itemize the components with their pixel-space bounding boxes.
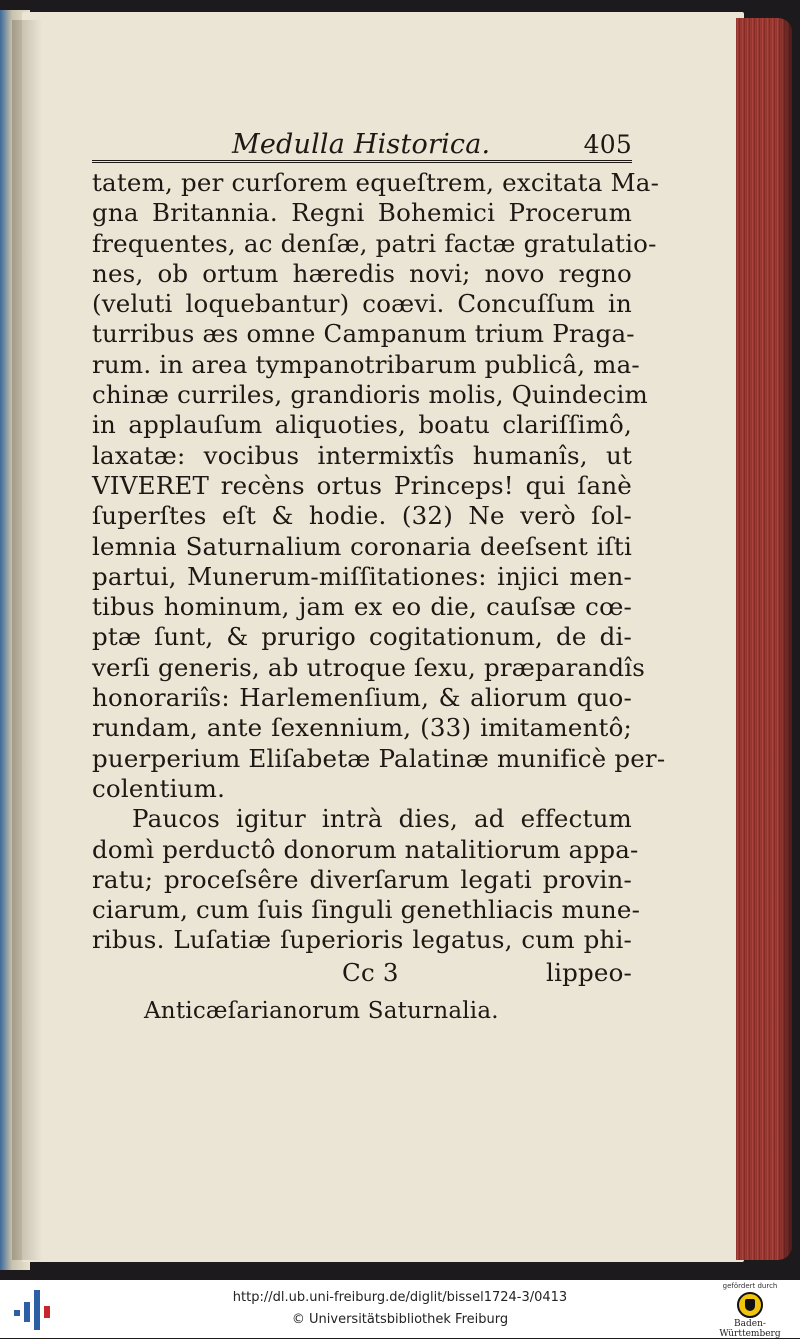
running-head: Medulla Historica.	[232, 129, 491, 160]
page-header	[92, 128, 632, 164]
catchword: lippeo-	[546, 957, 632, 987]
bottom-title: Anticæſarianorum Saturnalia.	[144, 997, 499, 1024]
page-number: 405	[583, 130, 632, 159]
text-line: ratu; proceſsêre diverſarum legati provin-	[92, 864, 632, 894]
text-line: gna Britannia. Regni Bohemici Procerum	[92, 198, 632, 228]
text-line: colentium.	[92, 773, 226, 803]
text-line: rundam, ante ſexennium, (33) imitamentô;	[92, 713, 632, 743]
text-line: partui, Munerum-miſſitationes: injici men-	[92, 561, 632, 591]
text-line: in applauſum aliquoties, boatu clariſſimô,	[92, 410, 632, 440]
text-line: verſi generis, ab utroque ſexu, præparandîs	[92, 652, 646, 682]
text-line: chinæ curriles, grandioris molis, Quindecim	[92, 380, 648, 410]
text-line: frequentes, ac denſæ, patri factæ gratulatio-	[92, 228, 657, 258]
spine-shadow	[12, 20, 42, 1260]
text-line: (veluti loquebantur) coævi. Concuſſum in	[92, 289, 632, 319]
permalink-url[interactable]: http://dl.ub.uni-freiburg.de/diglit/bissel1724-3/0413	[232, 1290, 568, 1305]
page-text	[92, 128, 666, 1026]
text-line: ribus. Luſatiæ ſuperioris legatus, cum phi-	[92, 925, 632, 955]
text-line: rum. in area tympanotribarum publicâ, ma-	[92, 349, 640, 379]
text-line: Paucos igitur intrà dies, ad effectum	[132, 804, 632, 834]
text-line: lemnia Saturnalium coronaria deeſsent iſti	[92, 531, 632, 561]
sponsor-name: Baden-Württemberg	[719, 1319, 781, 1339]
viewer-footer	[0, 1280, 800, 1338]
text-line: puerperium Eliſabetæ Palatinæ munificè per-	[92, 743, 666, 773]
header-rule	[92, 160, 632, 163]
red-fore-edge	[736, 18, 792, 1260]
signature-row	[92, 958, 632, 994]
body-text	[92, 168, 666, 956]
text-line: turribus æs omne Campanum trium Praga-	[92, 319, 635, 349]
text-line: VIVERET recèns ortus Princeps! qui ſanè	[92, 470, 632, 500]
text-line: tibus hominum, jam ex eo die, cauſsæ cœ-	[92, 592, 632, 622]
text-line: ſuperſtes eſt & hodie. (32) Ne verò ſol-	[92, 501, 632, 531]
sponsor-caption: gefördert durch	[722, 1282, 778, 1290]
copyright-text: © Universitätsbibliothek Freiburg	[291, 1312, 509, 1327]
text-line: tatem, per curſorem equeſtrem, excitata Ma-	[92, 168, 660, 197]
signature-mark: Cc 3	[342, 957, 399, 987]
state-crest-icon	[737, 1292, 763, 1318]
text-line: ptæ ſunt, & prurigo cogitationum, de di-	[92, 622, 632, 652]
text-line: laxatæ: vocibus intermixtîs humanîs, ut	[92, 440, 632, 470]
text-line: domì perductô donorum natalitiorum appa-	[92, 834, 639, 864]
text-line: ciarum, cum ſuis ſinguli genethliacis mune-	[92, 895, 641, 925]
text-line: nes, ob ortum hæredis novi; novo regno	[92, 258, 632, 288]
text-line: honorariîs: Harlemenſium, & aliorum quo-	[92, 683, 632, 713]
sponsor-badge[interactable]	[708, 1282, 792, 1338]
